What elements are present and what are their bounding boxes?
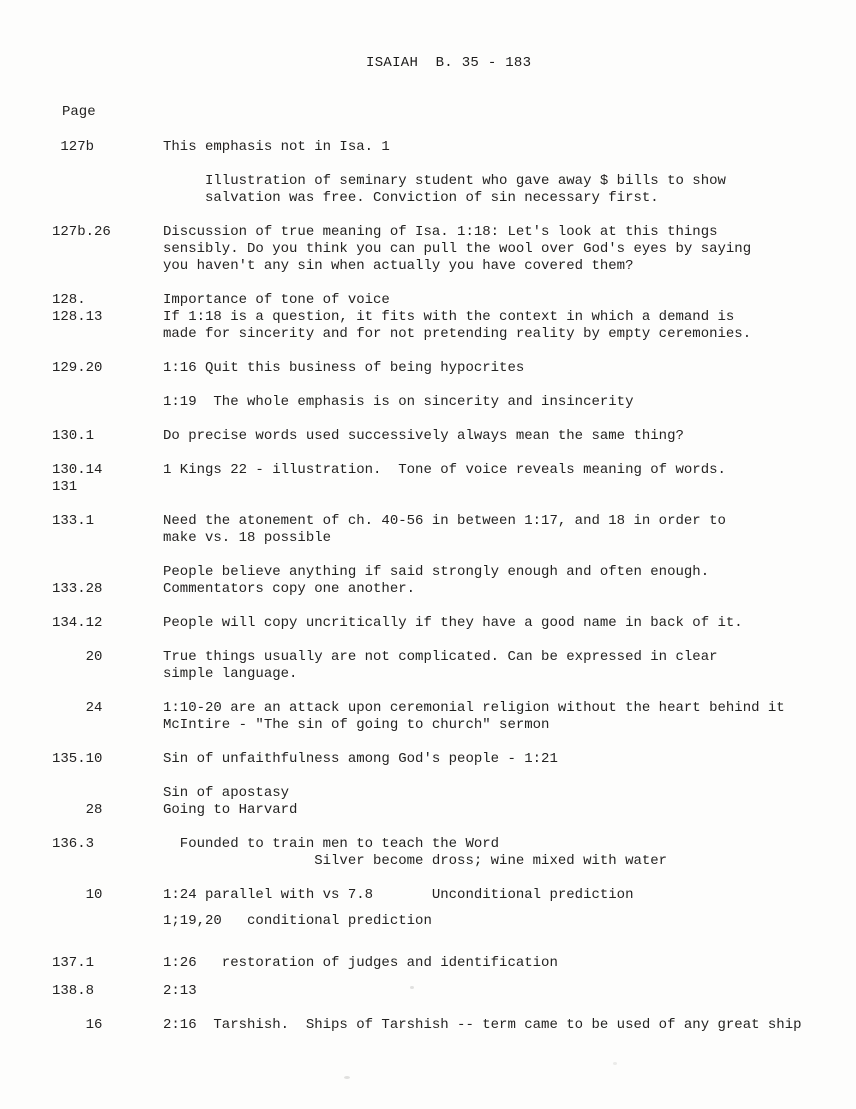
note-line xyxy=(0,224,856,241)
note-line xyxy=(0,139,856,156)
scan-artifact xyxy=(613,1062,617,1065)
page-ref: 130.14 xyxy=(52,462,103,478)
note-line xyxy=(0,751,856,768)
note-text: 2:16 Tarshish. Ships of Tarshish -- term came to be used of any great ship xyxy=(163,1017,802,1033)
page-ref xyxy=(52,666,163,683)
note-text: Going to Harvard xyxy=(163,802,298,818)
note-text: 1:26 restoration of judges and identification xyxy=(163,955,558,971)
page-ref: 20 xyxy=(52,649,103,665)
page-ref: 137.1 xyxy=(52,955,95,971)
note-text: 1;19,20 conditional prediction xyxy=(163,913,432,929)
page-ref xyxy=(52,241,163,258)
page-ref: 28 xyxy=(52,802,103,818)
note-text: you haven't any sin when actually you have covered them? xyxy=(163,258,634,274)
note-line xyxy=(0,666,856,683)
document-title: ISAIAH B. 35 - 183 xyxy=(366,55,532,71)
note-line xyxy=(0,513,856,530)
note-line xyxy=(0,717,856,734)
page-ref: 135.10 xyxy=(52,751,103,767)
note-line xyxy=(0,581,856,598)
note-text: 2:13 xyxy=(163,983,197,999)
page-ref xyxy=(52,173,163,190)
note-text: Do precise words used successively always mean the same thing? xyxy=(163,428,684,444)
note-text: Sin of unfaithfulness among God's people - 1:21 xyxy=(163,751,558,767)
note-line xyxy=(0,955,856,972)
page-ref xyxy=(52,190,163,207)
note-line xyxy=(0,479,856,496)
note-text: McIntire - "The sin of going to church" sermon xyxy=(163,717,550,733)
note-text: made for sincerity and for not pretending reality by empty ceremonies. xyxy=(163,326,752,342)
note-text: 1:24 parallel with vs 7.8 Unconditional prediction xyxy=(163,887,634,903)
note-line xyxy=(0,258,856,275)
page-ref xyxy=(52,717,163,734)
note-text: simple language. xyxy=(163,666,298,682)
note-line xyxy=(0,394,856,411)
scan-artifact xyxy=(344,1076,350,1079)
note-line xyxy=(0,428,856,445)
page-ref xyxy=(52,785,163,802)
scan-artifact xyxy=(410,986,414,989)
page-ref: 130.1 xyxy=(52,428,95,444)
note-line xyxy=(0,983,856,1000)
note-text: Importance of tone of voice xyxy=(163,292,390,308)
note-line xyxy=(0,785,856,802)
page-ref xyxy=(52,853,163,870)
note-line xyxy=(0,190,856,207)
note-line xyxy=(0,360,856,377)
note-text: Silver become dross; wine mixed with water xyxy=(163,853,668,869)
page-ref xyxy=(52,530,163,547)
note-text: Need the atonement of ch. 40-56 in between 1:17, and 18 in order to xyxy=(163,513,726,529)
page-ref: 127b xyxy=(52,139,95,155)
note-line xyxy=(0,802,856,819)
note-text: People believe anything if said strongly enough and often enough. xyxy=(163,564,710,580)
note-text: 1:10-20 are an attack upon ceremonial religion without the heart behind it xyxy=(163,700,785,716)
note-text: sensibly. Do you think you can pull the wool over God's eyes by saying xyxy=(163,241,752,257)
page-ref xyxy=(52,564,163,581)
note-text: salvation was free. Conviction of sin necessary first. xyxy=(163,190,659,206)
note-text: True things usually are not complicated. Can be expressed in clear xyxy=(163,649,718,665)
page-column-header: Page xyxy=(62,104,96,120)
note-line xyxy=(0,887,856,904)
page-ref: 136.3 xyxy=(52,836,95,852)
page-ref xyxy=(52,394,163,411)
page-ref: 138.8 xyxy=(52,983,95,999)
note-line xyxy=(0,309,856,326)
note-line xyxy=(0,173,856,190)
page-ref: 10 xyxy=(52,887,103,903)
note-text: 1 Kings 22 - illustration. Tone of voice reveals meaning of words. xyxy=(163,462,726,478)
note-text: 1:16 Quit this business of being hypocrites xyxy=(163,360,525,376)
note-line xyxy=(0,649,856,666)
page-ref: 133.28 xyxy=(52,581,103,597)
note-line xyxy=(0,913,856,930)
note-line xyxy=(0,853,856,870)
page-ref: 24 xyxy=(52,700,103,716)
page-ref xyxy=(52,258,163,275)
page-ref: 128. xyxy=(52,292,86,308)
page-ref: 134.12 xyxy=(52,615,103,631)
note-text: Illustration of seminary student who gave away $ bills to show xyxy=(163,173,726,189)
note-line xyxy=(0,836,856,853)
note-line xyxy=(0,700,856,717)
note-text: make vs. 18 possible xyxy=(163,530,332,546)
page-ref: 16 xyxy=(52,1017,103,1033)
note-line xyxy=(0,564,856,581)
notes-list xyxy=(0,139,856,1034)
page-ref: 129.20 xyxy=(52,360,103,376)
note-text: Commentators copy one another. xyxy=(163,581,416,597)
note-text: If 1:18 is a question, it fits with the context in which a demand is xyxy=(163,309,735,325)
note-line xyxy=(0,326,856,343)
page-ref: 127b.26 xyxy=(52,224,111,240)
note-text: This emphasis not in Isa. 1 xyxy=(163,139,390,155)
note-line xyxy=(0,292,856,309)
note-text: 1:19 The whole emphasis is on sincerity and insincerity xyxy=(163,394,634,410)
note-line xyxy=(0,615,856,632)
note-line xyxy=(0,1017,856,1034)
page-ref: 131 xyxy=(52,479,78,495)
page-ref: 133.1 xyxy=(52,513,95,529)
note-text: Founded to train men to teach the Word xyxy=(163,836,500,852)
page-ref xyxy=(52,913,163,930)
note-line xyxy=(0,530,856,547)
note-line xyxy=(0,462,856,479)
note-text: Discussion of true meaning of Isa. 1:18: Let's look at this things xyxy=(163,224,718,240)
note-text: People will copy uncritically if they have a good name in back of it. xyxy=(163,615,743,631)
note-line xyxy=(0,241,856,258)
page-ref xyxy=(52,326,163,343)
note-text: Sin of apostasy xyxy=(163,785,290,801)
page-ref: 128.13 xyxy=(52,309,103,325)
